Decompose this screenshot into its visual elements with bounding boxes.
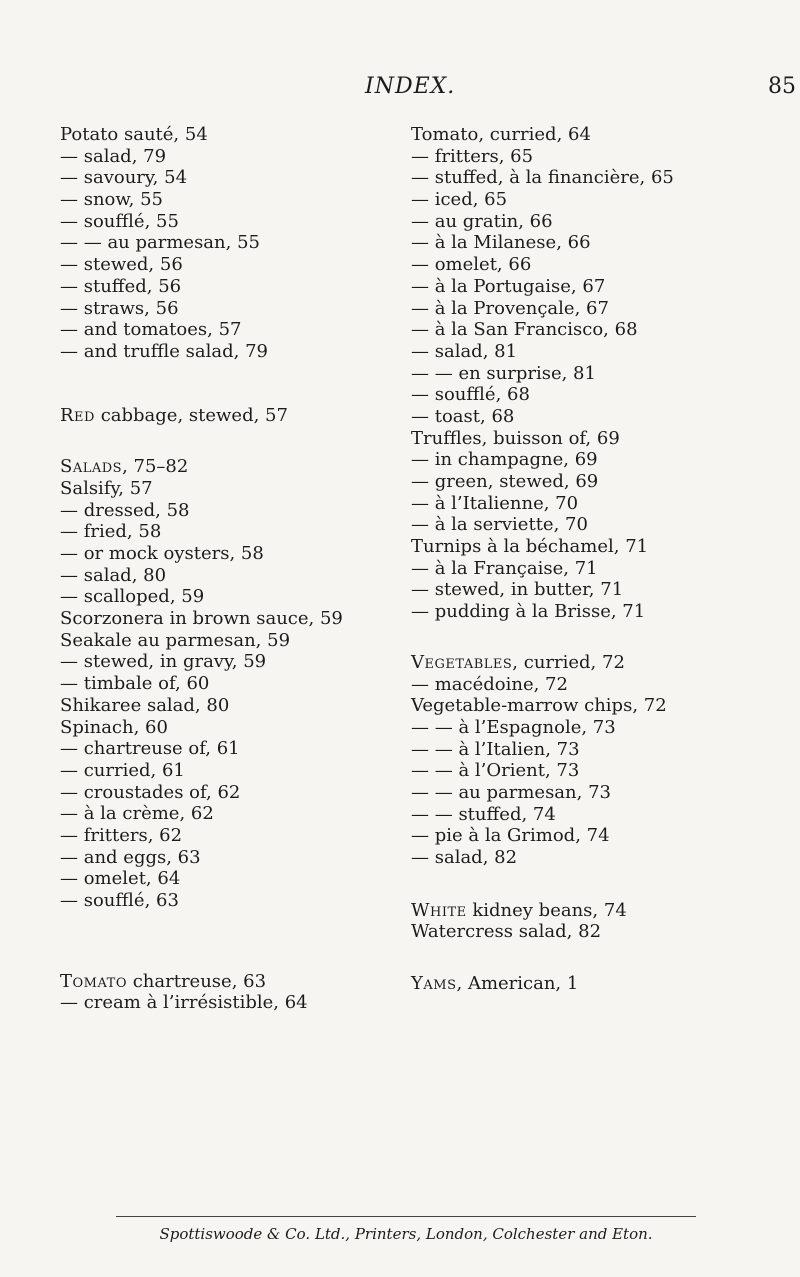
index-entry: Vegetable-marrow chips, 72 bbox=[411, 695, 667, 717]
section-initial-w: White bbox=[411, 899, 467, 921]
entry-text: , American, 1 bbox=[456, 973, 579, 995]
index-entry: — pudding à la Brisse, 71 bbox=[411, 601, 646, 623]
index-entry: Seakale au parmesan, 59 bbox=[60, 629, 291, 651]
index-entry: Salsify, 57 bbox=[60, 477, 153, 499]
index-entry: — — en surprise, 81 bbox=[411, 362, 596, 384]
index-entry: — à la San Francisco, 68 bbox=[411, 319, 638, 341]
index-entry-salads bbox=[60, 456, 400, 478]
index-entry: Spinach, 60 bbox=[60, 716, 168, 738]
index-entry: — cream à l’irrésistible, 64 bbox=[60, 992, 308, 1014]
index-entry: — fritters, 65 bbox=[411, 145, 534, 167]
index-entry: Truffles, buisson of, 69 bbox=[411, 427, 620, 449]
index-entry: — omelet, 66 bbox=[411, 254, 532, 276]
index-entry: — straws, 56 bbox=[60, 297, 179, 319]
index-entry: — stewed, in butter, 71 bbox=[411, 579, 624, 601]
index-entry: — à la Française, 71 bbox=[411, 557, 598, 579]
index-entry: — à la Milanese, 66 bbox=[411, 232, 591, 254]
index-entry: — soufflé, 63 bbox=[60, 890, 179, 911]
index-entry: Turnips à la béchamel, 71 bbox=[411, 536, 649, 558]
index-entry: — soufflé, 55 bbox=[60, 210, 179, 232]
index-entry: — — au parmesan, 73 bbox=[411, 781, 611, 803]
left-column bbox=[60, 124, 400, 1014]
index-entry: — chartreuse of, 61 bbox=[60, 738, 240, 760]
index-entry: — salad, 79 bbox=[60, 145, 167, 167]
index-entry: — and truffle salad, 79 bbox=[60, 340, 268, 362]
index-entry: — toast, 68 bbox=[411, 405, 515, 427]
entry-text: kidney beans, 74 bbox=[466, 899, 627, 921]
index-entry: — and tomatoes, 57 bbox=[60, 319, 242, 341]
section-initial-t: Tomato bbox=[60, 970, 127, 992]
v-entries bbox=[411, 674, 791, 869]
index-entry: — and eggs, 63 bbox=[60, 846, 201, 868]
entry-text: , 75–82 bbox=[122, 456, 189, 478]
index-entry: — — à l’Espagnole, 73 bbox=[411, 716, 616, 738]
page-number: 85 bbox=[768, 74, 796, 99]
page-header bbox=[0, 74, 800, 104]
entry-text: chartreuse, 63 bbox=[126, 970, 267, 992]
index-title: INDEX. bbox=[365, 74, 456, 99]
index-entry: — savoury, 54 bbox=[60, 167, 188, 189]
index-entry: Potato sauté, 54 bbox=[60, 124, 208, 145]
index-entry: Scorzonera in brown sauce, 59 bbox=[60, 608, 343, 630]
index-entry: — à l’Italienne, 70 bbox=[411, 492, 579, 514]
index-entry: — à la Portugaise, 67 bbox=[411, 275, 606, 297]
index-entry: — — stuffed, 74 bbox=[411, 803, 556, 825]
index-entry: — macédoine, 72 bbox=[411, 673, 568, 695]
index-entry: — à la Provençale, 67 bbox=[411, 297, 609, 319]
index-entry: — green, stewed, 69 bbox=[411, 471, 599, 492]
section-initial-s: Salads bbox=[60, 456, 123, 478]
index-entry: — soufflé, 68 bbox=[411, 384, 530, 406]
index-entry: — à la crème, 62 bbox=[60, 803, 214, 825]
potato-entries bbox=[60, 124, 400, 363]
index-entry-white-kidney-beans bbox=[411, 900, 791, 922]
index-entry: — timbale of, 60 bbox=[60, 673, 210, 695]
section-initial-y: Yams bbox=[411, 973, 457, 995]
index-entry: — omelet, 64 bbox=[60, 868, 181, 890]
index-entry: — au gratin, 66 bbox=[411, 210, 553, 232]
index-entry-vegetables bbox=[411, 652, 791, 674]
index-entry: — scalloped, 59 bbox=[60, 586, 205, 608]
section-initial-r: Red bbox=[60, 404, 95, 426]
right-column bbox=[411, 124, 791, 995]
index-entry-yams bbox=[411, 973, 791, 995]
index-entry: — stuffed, à la financière, 65 bbox=[411, 167, 674, 189]
index-entry: — dressed, 58 bbox=[60, 499, 190, 521]
index-entry: — salad, 82 bbox=[411, 847, 518, 868]
printer-imprint: Spottiswoode & Co. Ltd., Printers, London, Colchester and Eton. bbox=[116, 1216, 696, 1243]
index-entry: — — à l’Orient, 73 bbox=[411, 760, 580, 782]
index-entry: — croustades of, 62 bbox=[60, 781, 241, 803]
index-entry: — stewed, 56 bbox=[60, 254, 183, 276]
index-entry-red-cabbage bbox=[60, 405, 400, 427]
index-entry: Tomato, curried, 64 bbox=[411, 124, 591, 145]
index-entry: Watercress salad, 82 bbox=[411, 921, 602, 943]
index-entry: — à la serviette, 70 bbox=[411, 514, 588, 536]
s-entries bbox=[60, 478, 400, 912]
index-entry: — stewed, in gravy, 59 bbox=[60, 651, 267, 673]
index-entry: Shikaree salad, 80 bbox=[60, 694, 230, 716]
index-entry: — in champagne, 69 bbox=[411, 449, 598, 471]
index-entry: — — au parmesan, 55 bbox=[60, 232, 260, 254]
index-entry: — stuffed, 56 bbox=[60, 275, 182, 297]
index-entry: — or mock oysters, 58 bbox=[60, 543, 264, 564]
index-entry-tomato-chartreuse bbox=[60, 971, 400, 993]
section-initial-v: Vegetables bbox=[411, 651, 513, 673]
index-entry: — iced, 65 bbox=[411, 189, 508, 211]
entry-text: cabbage, stewed, 57 bbox=[94, 404, 288, 426]
entry-text: , curried, 72 bbox=[512, 651, 625, 673]
index-entry: — salad, 80 bbox=[60, 564, 167, 586]
index-entry: — snow, 55 bbox=[60, 189, 164, 211]
index-entry: — fritters, 62 bbox=[60, 824, 183, 846]
tomato-entries bbox=[411, 124, 791, 623]
index-entry: — — à l’Italien, 73 bbox=[411, 738, 580, 760]
index-entry: — pie à la Grimod, 74 bbox=[411, 825, 610, 847]
index-entry: — salad, 81 bbox=[411, 340, 518, 362]
index-entry: — curried, 61 bbox=[60, 759, 185, 781]
index-entry: — fried, 58 bbox=[60, 521, 162, 543]
